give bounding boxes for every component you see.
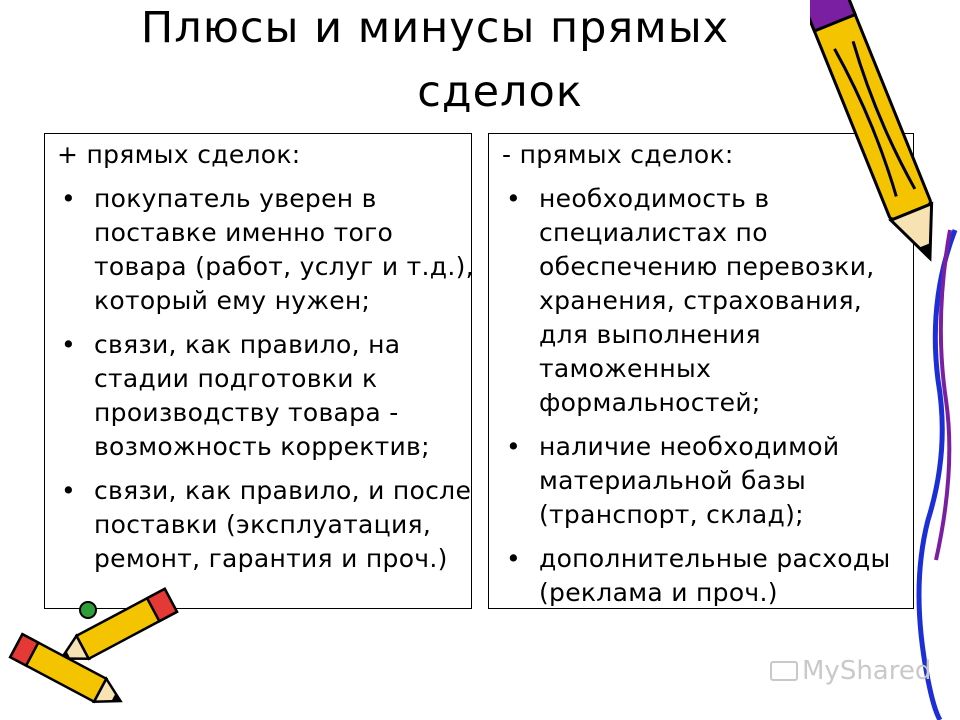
pencil-clipart-small-icon: [0, 580, 190, 720]
bullet-glyph: •: [506, 184, 522, 213]
pros-item-2: связи, как правило, на стадии подготовки к производству товара - возможность корректив;: [94, 330, 430, 461]
slide-title: [0, 0, 870, 124]
list-item: [57, 474, 477, 576]
bullet-glyph: •: [61, 184, 77, 213]
cons-item-2: наличие необходимой материальной базы (транспорт, склад);: [539, 432, 840, 529]
bullet-glyph: •: [61, 330, 77, 359]
cons-item-1: необходимость в специалистах по обеспечению перевозки, хранения, страхования, для выполнения таможенных формальностей;: [539, 184, 875, 417]
pros-heading: + прямых сделок:: [57, 140, 301, 169]
title-line-1: Плюсы и минусы прямых: [140, 3, 730, 53]
bullet-glyph: •: [506, 544, 522, 573]
pencil-clipart-large-icon: [810, 0, 960, 720]
bullet-glyph: •: [61, 476, 77, 505]
pros-column: [57, 138, 477, 586]
watermark: [770, 656, 931, 686]
pros-item-3: связи, как правило, и после поставки (эксплуатация, ремонт, гарантия и проч.): [94, 476, 472, 573]
title-line-2: сделок: [417, 67, 583, 117]
cons-item-3: дополнительные расходы (реклама и проч.): [539, 544, 891, 607]
cons-heading: - прямых сделок:: [502, 140, 734, 169]
pros-list: [57, 182, 477, 576]
watermark-text: MyShared: [802, 656, 932, 686]
list-item: [57, 182, 477, 318]
bullet-glyph: •: [506, 432, 522, 461]
list-item: [57, 328, 477, 464]
pros-item-1: покупатель уверен в поставке именно того товара (работ, услуг и т.д.), который ему нужен;: [94, 184, 474, 315]
presentation-icon: [770, 661, 798, 681]
